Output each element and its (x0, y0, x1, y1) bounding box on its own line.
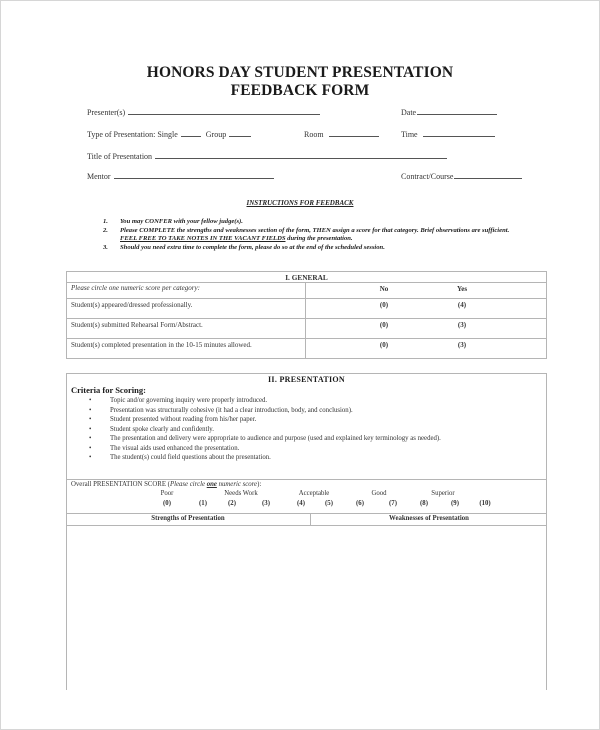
date-blank[interactable] (417, 107, 497, 115)
mentor-label: Mentor (87, 172, 111, 181)
time-field[interactable] (401, 129, 495, 139)
bullet-icon: • (89, 435, 92, 442)
rating-label: Acceptable (298, 490, 330, 497)
list-item: • The student(s) could field questions about the presentation. (89, 454, 271, 461)
form-subtitle: FEEDBACK FORM (230, 82, 370, 99)
weaknesses-input[interactable] (313, 525, 547, 689)
bullet-icon: • (89, 444, 92, 452)
score-yes-option[interactable]: (3) (457, 341, 467, 349)
score-no-option[interactable]: (0) (379, 321, 389, 329)
score-yes-option[interactable]: (4) (457, 301, 467, 309)
score-option[interactable]: (7) (389, 500, 397, 507)
score-option[interactable]: (9) (451, 500, 459, 507)
instruction-item: 3. Should you need extra time to complete the form, please do so at the end of the scheduled session. (103, 244, 385, 251)
list-item: • Topic and/or governing inquiry were properly introduced. (89, 397, 268, 404)
bullet-icon: • (89, 416, 92, 423)
mentor-blank[interactable] (114, 171, 274, 179)
type-field[interactable] (87, 129, 251, 139)
room-blank[interactable] (329, 129, 379, 137)
criterion-cell: Student(s) submitted Rehearsal Form/Abstract. (67, 319, 306, 339)
criterion-cell: Student(s) completed presentation in the 10-15 minutes allowed. (67, 339, 306, 359)
group-blank[interactable] (229, 129, 251, 137)
general-column-headers (306, 283, 547, 299)
score-no-option[interactable]: (0) (379, 301, 389, 309)
list-item: • Student presented without reading from his/her paper. (89, 416, 257, 423)
overall-score-area (67, 479, 546, 514)
title-of-presentation-blank[interactable] (155, 151, 447, 159)
overall-score-label: Overall PRESENTATION SCORE (Please circle one numeric score): (71, 481, 262, 488)
form-title: HONORS DAY STUDENT PRESENTATION (146, 64, 454, 81)
table-row (67, 339, 547, 359)
table-row (67, 319, 547, 339)
score-option[interactable]: (10) (479, 500, 491, 507)
score-option[interactable]: (0) (163, 500, 171, 507)
bullet-icon: • (89, 454, 92, 461)
score-option[interactable]: (5) (325, 500, 333, 507)
instruction-item: 1. You may CONFER with your fellow judge(s). (103, 218, 243, 225)
score-option[interactable]: (2) (228, 500, 236, 507)
mentor-field[interactable] (87, 171, 274, 181)
date-field[interactable] (401, 107, 497, 117)
score-option[interactable]: (6) (356, 500, 364, 507)
title-of-presentation-label: Title of Presentation (87, 152, 153, 161)
list-item: • Presentation was structurally cohesive (it had a clear introduction, body, and conclusion). (89, 406, 353, 414)
time-label: Time (401, 130, 418, 139)
rating-label: Superior (431, 490, 455, 497)
presentation-section (66, 373, 547, 690)
presentation-header: II. PRESENTATION (268, 375, 345, 384)
bullet-icon: • (89, 406, 92, 414)
general-table (66, 271, 547, 359)
col-yes-header: Yes (456, 285, 468, 293)
rating-label: Needs Work (224, 490, 258, 497)
room-field[interactable] (304, 129, 379, 139)
table-row (67, 299, 547, 319)
general-header: I. GENERAL (67, 272, 547, 283)
instructions-title: INSTRUCTIONS FOR FEEDBACK (246, 199, 354, 207)
time-blank[interactable] (423, 129, 495, 137)
weaknesses-header: Weaknesses of Presentation (310, 514, 547, 525)
presenters-field[interactable] (87, 107, 320, 117)
criterion-cell: Student(s) appeared/dressed professionally. (67, 299, 306, 319)
presenters-label: Presenter(s) (87, 108, 126, 117)
criteria-list (89, 396, 441, 463)
contract-course-blank[interactable] (454, 171, 522, 179)
presenters-blank[interactable] (128, 107, 320, 115)
title-of-presentation-field[interactable] (87, 151, 447, 161)
list-item: • Student spoke clearly and confidently. (89, 425, 214, 433)
criteria-title: Criteria for Scoring: (71, 385, 146, 395)
bullet-icon: • (89, 425, 92, 433)
strengths-weaknesses-body (67, 525, 546, 690)
list-item: • The visual aids used enhanced the presentation. (89, 444, 240, 452)
room-label: Room (304, 130, 324, 139)
group-label: Group (205, 130, 227, 139)
date-label: Date (401, 108, 417, 117)
score-option[interactable]: (1) (199, 500, 207, 507)
general-instruction: Please circle one numeric score per category: (67, 283, 306, 299)
score-no-option[interactable]: (0) (379, 341, 389, 349)
rating-label: Poor (160, 490, 174, 497)
score-option[interactable]: (8) (420, 500, 428, 507)
single-blank[interactable] (181, 129, 201, 137)
col-no-header: No (379, 285, 389, 293)
rating-label: Good (371, 490, 387, 497)
instruction-item: 2. Please COMPLETE the strengths and weaknesses section of the form, THEN assign a score for that category. Brief observations are sufficient. FEEL FREE TO TAKE NOTES IN THE VACANT FIELDS during the presentation. (103, 227, 510, 243)
bullet-icon: • (89, 397, 92, 404)
list-item: • The presentation and delivery were appropriate to audience and purpose (used and explained key terminology as needed). (89, 435, 441, 442)
contract-course-label: Contract/Course (401, 172, 454, 181)
score-option[interactable]: (4) (297, 500, 305, 507)
score-yes-option[interactable]: (3) (457, 321, 467, 329)
strengths-header: Strengths of Presentation (151, 515, 225, 522)
type-label: Type of Presentation: Single (87, 130, 178, 139)
contract-course-field[interactable] (401, 171, 522, 181)
score-option[interactable]: (3) (262, 500, 270, 507)
strengths-input[interactable] (69, 525, 311, 689)
